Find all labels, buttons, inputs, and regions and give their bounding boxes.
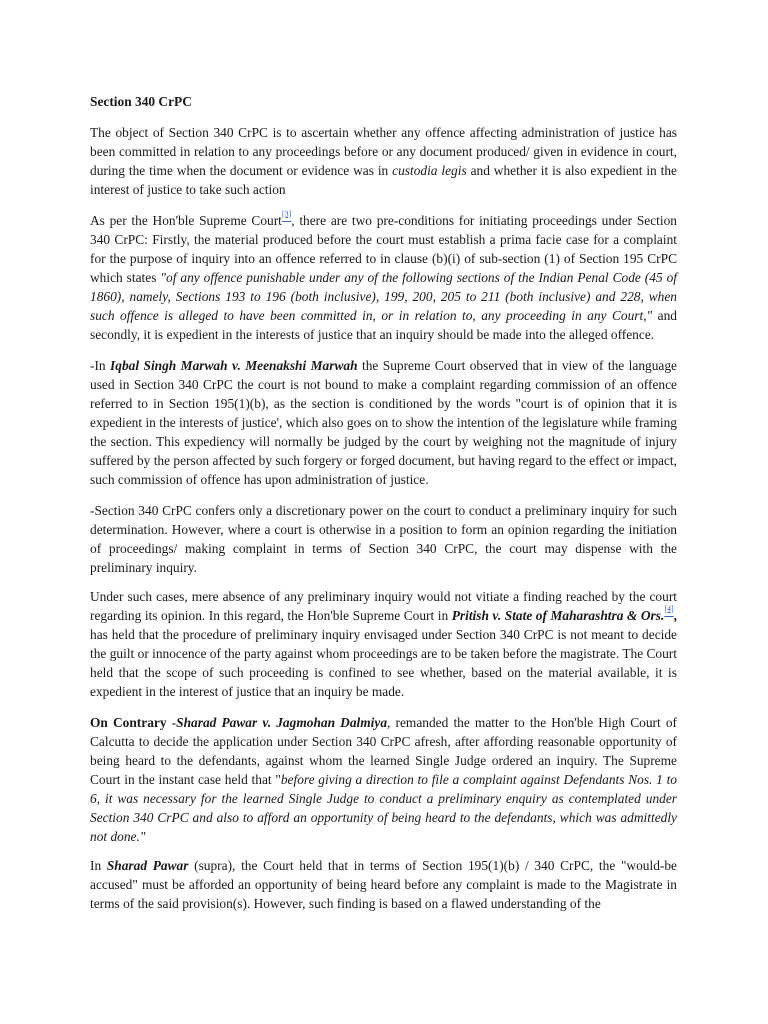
document-page [90, 92, 677, 925]
paragraph-iqbal [90, 356, 677, 489]
text-run: and secondly, it is expedient in the interests of justice that an inquiry should be made into the alleged offence. [90, 308, 677, 342]
text-run: Under such cases, mere absence of any preliminary inquiry would not vitiate a finding reached by the court regarding its opinion. In this regard, the Hon'ble Supreme Court in [90, 589, 677, 623]
footnote-link[interactable]: [4] [664, 603, 674, 613]
paragraph-object [90, 123, 677, 199]
footnote-ref-3[interactable] [281, 208, 292, 222]
latin-term: custodia legis [392, 163, 467, 178]
text-run: the Supreme Court observed that in view of the language used in Section 340 CrPC the court is not bound to make a complaint regarding commission of an offence referred to in Section 195(1)(b), as the section is conditioned by the words "court is of opinion that it is expedient in the interests of justice', which also goes on to show the intention of the legislature while framing the section. This expediency will normally be judged by the court by weighing not the magnitude of injury suffered by the person affected by such forgery or forged document, but having regard to the effect or impact, such commission of offence has upon administration of justice. [90, 358, 678, 487]
court-quote: before giving a direction to file a complaint against Defendants Nos. 1 to 6, it was necessary for the learned Single Judge to conduct a preliminary enquiry as contemplated under Section 340 CrPC and also to afford an opportunity of being heard to the defendants, which was admittedly not done." [90, 772, 677, 844]
text-run: - [166, 715, 177, 730]
text-run: , [673, 608, 677, 623]
case-name: Sharad Pawar [106, 858, 189, 873]
text-run: and whether it is also expedient in the interest of justice to take such action [90, 163, 678, 197]
case-name: Pritish v. State of Maharashtra & Ors. [451, 608, 665, 623]
paragraph-pritish [90, 587, 677, 701]
text-run: As per the Hon'ble Supreme Court [90, 213, 282, 228]
text-run: (supra), the Court held that in terms of Section 195(1)(b) / 340 CrPC, the "would-be accused" must be afforded an opportunity of being heard before any complaint is made to the Magistrate in terms of the said provision(s). However, such finding is based on a flawed understanding of the [90, 858, 677, 911]
text-run: has held that the procedure of preliminary inquiry envisaged under Section 340 CrPC is not meant to decide the guilt or innocence of the party against whom proceedings are to be taken before the magistrate. The Court held that the scope of such proceeding is confined to see whether, based on the material available, it is expedient in the interest of justice that an inquiry be made. [90, 627, 677, 699]
case-name: Sharad Pawar v. Jagmohan Dalmiya [176, 715, 388, 730]
footnote-ref-4[interactable] [664, 603, 674, 617]
text-run: In [90, 858, 107, 873]
statute-quote: "of any offence punishable under any of the following sections of the Indian Penal Code (45 of 1860), namely, Sections 193 to 196 (both inclusive), 199, 200, 205 to 211 (both inclusive) and 228, when such offence is alleged to have been committed in, or in relation to, any proceeding in any Court," [90, 270, 678, 323]
footnote-link[interactable]: [3] [281, 208, 292, 218]
case-name: Iqbal Singh Marwah v. Meenakshi Marwah [110, 358, 358, 373]
text-run: , remanded the matter to the Hon'ble High Court of Calcutta to decide the application under Section 340 CrPC afresh, after affording reasonable opportunity of being heard to the defendants, against whom the learned Single Judge ordered an inquiry. The Supreme Court in the instant case held that " [90, 715, 677, 787]
text-run: The object of Section 340 CrPC is to ascertain whether any offence affecting administration of justice has been committed in relation to any proceedings before or any document produced/ given in evidence in court, during the time when the document or evidence was in [90, 125, 677, 178]
text-run: -In [90, 358, 111, 373]
section-heading: Section 340 CrPC [90, 94, 192, 109]
contrary-label: On Contrary [90, 715, 167, 730]
paragraph-preconditions [90, 208, 678, 344]
paragraph-sharad-pawar [90, 856, 677, 913]
paragraph-contrary [90, 713, 677, 846]
paragraph-discretionary: -Section 340 CrPC confers only a discretionary power on the court to conduct a preliminary inquiry for such determination. However, where a court is otherwise in a position to form an opinion regarding the initiation of proceedings/ making complaint in terms of Section 340 CrPC, the court may dispense with the preliminary inquiry. [90, 503, 677, 575]
text-run: , there are two pre-conditions for initiating proceedings under Section 340 CrPC: Firstly, the material produced before the court must establish a prima facie case for a complaint for the purpose of inquiry into an offence referred to in clause (b)(i) of sub-section (1) of Section 195 CrPC which states [90, 213, 678, 285]
